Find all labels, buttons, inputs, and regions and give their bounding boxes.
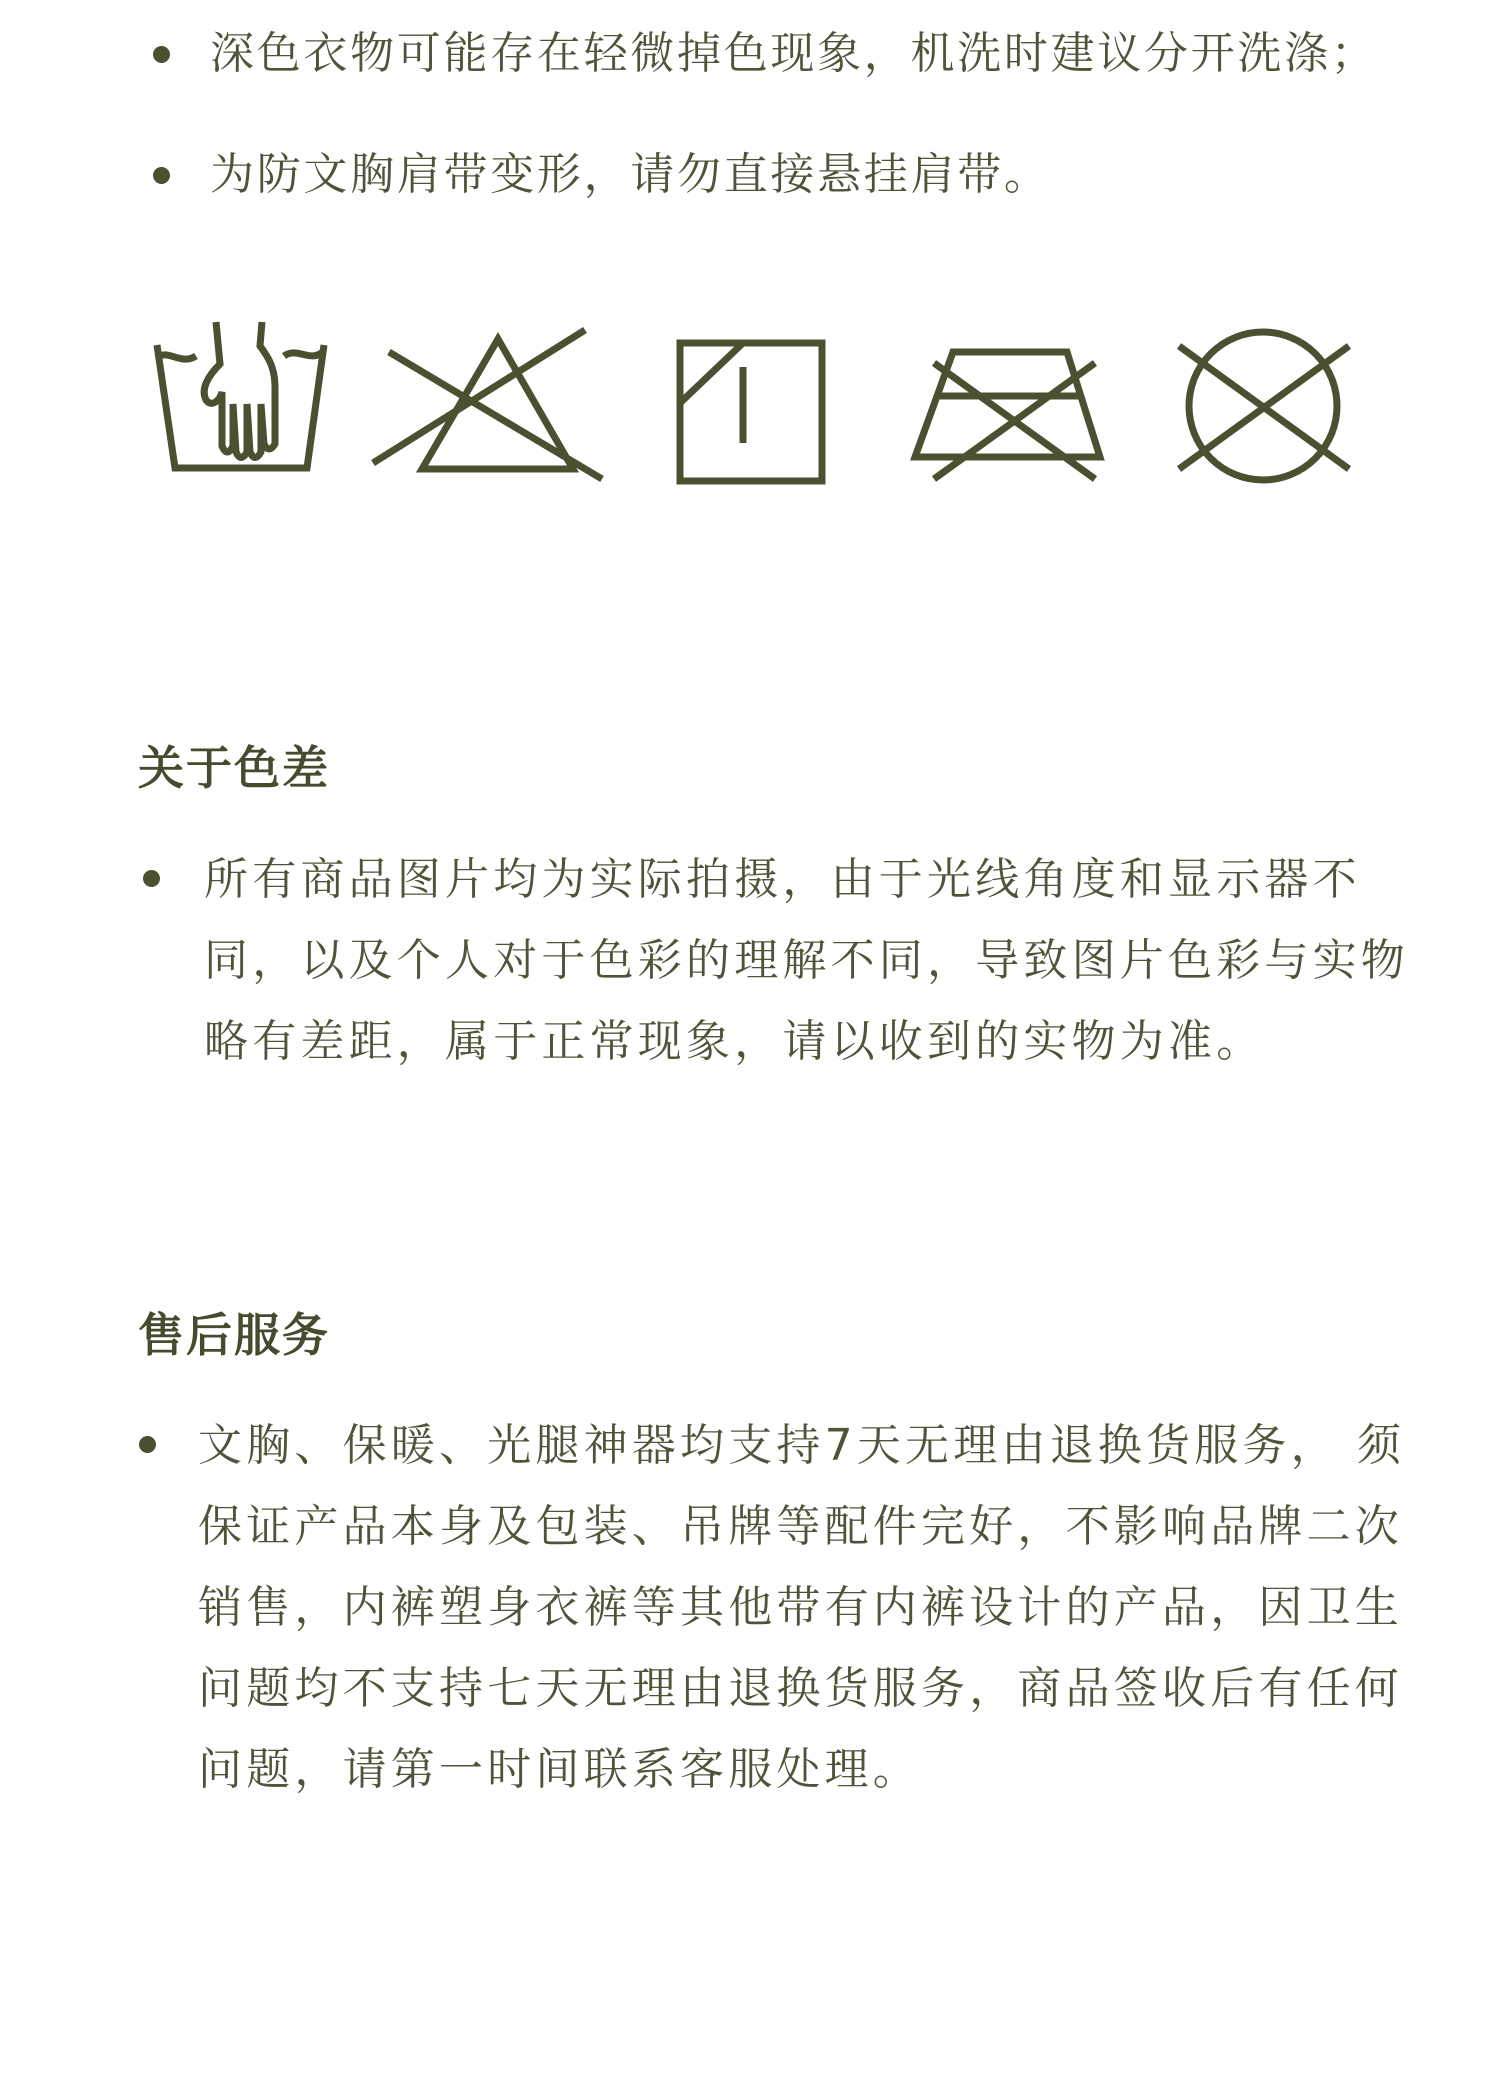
paragraph-line: 文胸、保暖、光腿神器均支持7天无理由退换货服务， 须 bbox=[198, 1420, 1406, 1471]
paragraph-line: 保证产品本身及包装、吊牌等配件完好，不影响品牌二次 bbox=[198, 1501, 1403, 1552]
bullet-dot bbox=[143, 870, 160, 887]
paragraph-line: 略有差距，属于正常现象，请以收到的实物为准。 bbox=[204, 1016, 1265, 1067]
paragraph-line: 销售，内裤塑身衣裤等其他带有内裤设计的产品，因卫生 bbox=[198, 1582, 1403, 1633]
bullet-dot bbox=[153, 167, 170, 184]
do-not-bleach-icon bbox=[368, 322, 608, 486]
paragraph-line: 问题均不支持七天无理由退换货服务，商品签收后有任何 bbox=[198, 1663, 1403, 1714]
paragraph-line: 同，以及个人对于色彩的理解不同，导致图片色彩与实物 bbox=[204, 935, 1409, 986]
hand-wash-icon bbox=[150, 318, 330, 478]
do-not-iron-icon bbox=[910, 340, 1110, 490]
bullet-dot bbox=[153, 46, 170, 63]
after-sales-title: 售后服务 bbox=[138, 1308, 330, 1362]
care-note-item: 深色衣物可能存在轻微掉色现象，机洗时建议分开洗涤； bbox=[210, 28, 1378, 79]
drip-dry-in-shade-icon bbox=[676, 336, 826, 486]
color-difference-title: 关于色差 bbox=[138, 741, 330, 795]
paragraph-line: 问题，请第一时间联系客服处理。 bbox=[198, 1744, 921, 1795]
do-not-dry-clean-icon bbox=[1172, 322, 1356, 488]
bullet-dot bbox=[139, 1436, 156, 1453]
care-note-item: 为防文胸肩带变形，请勿直接悬挂肩带。 bbox=[210, 149, 1051, 200]
paragraph-line: 所有商品图片均为实际拍摄，由于光线角度和显示器不 bbox=[204, 854, 1361, 905]
